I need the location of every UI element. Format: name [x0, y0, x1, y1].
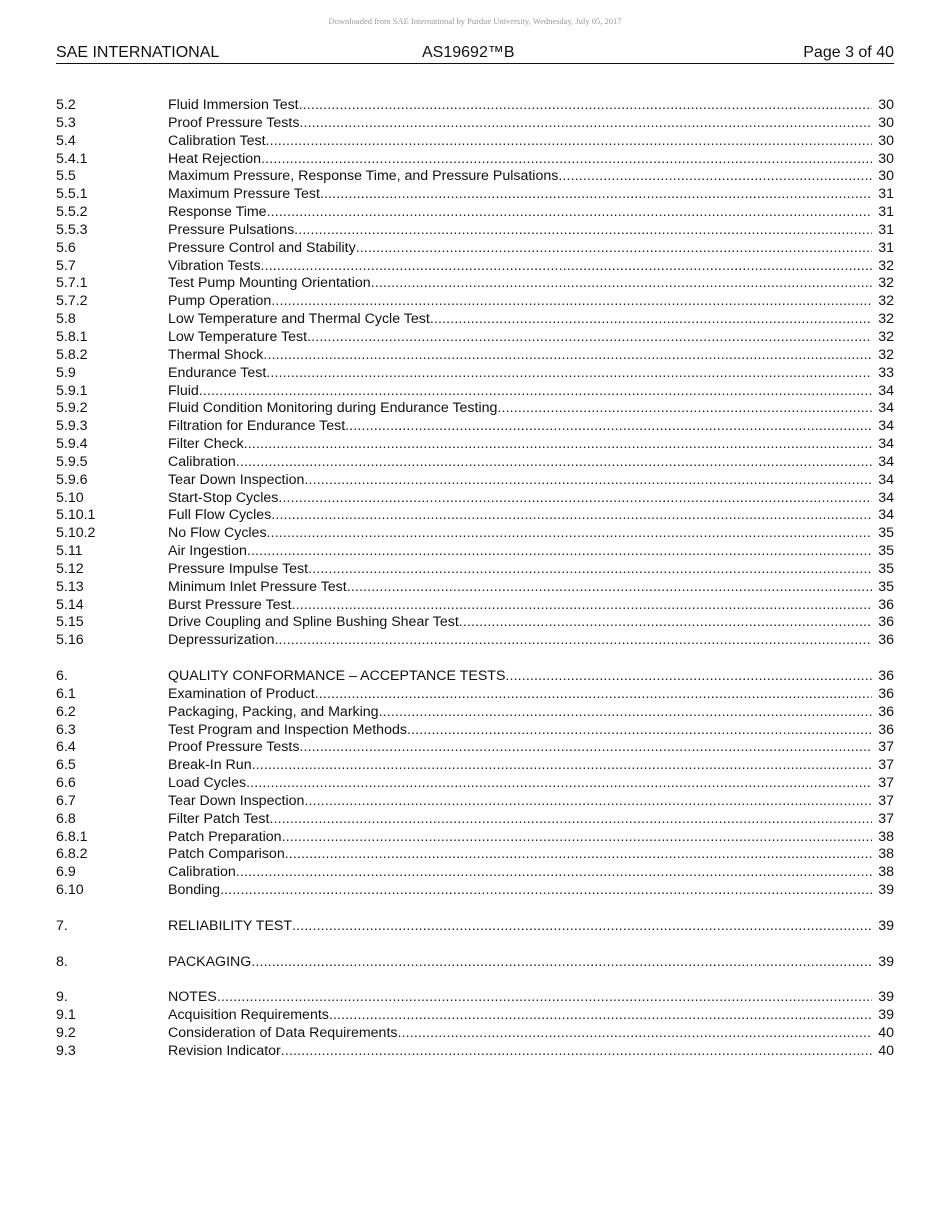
toc-entry-title: Full Flow Cycles — [168, 507, 272, 524]
toc-entry-title: Pressure Impulse Test — [168, 560, 309, 577]
toc-entry-leader — [168, 383, 872, 401]
toc-entry-number: 7. — [56, 917, 68, 934]
toc-entry-number: 5.9 — [56, 364, 76, 381]
toc-entry-number: 6.4 — [56, 739, 76, 756]
toc-entry-page: 35 — [878, 578, 894, 595]
toc-entry-title: Proof Pressure Tests — [168, 739, 300, 756]
toc-entry-page: 32 — [878, 293, 894, 310]
toc-entry-leader — [168, 597, 872, 615]
toc-entry-page: 36 — [878, 721, 894, 738]
toc-entry[interactable] — [56, 240, 894, 258]
toc-entry-number: 5.10.1 — [56, 507, 96, 524]
toc-entry[interactable] — [56, 829, 894, 847]
toc-entry-leader — [168, 293, 872, 311]
toc-entry-title: Vibration Tests — [168, 257, 261, 274]
toc-entry-number: 6.6 — [56, 775, 76, 792]
toc-entry-number: 5.9.5 — [56, 453, 88, 470]
toc-entry-page: 31 — [878, 204, 894, 221]
toc-entry[interactable] — [56, 347, 894, 365]
toc-entry-title: Start-Stop Cycles — [168, 489, 279, 506]
toc-entry[interactable] — [56, 632, 894, 650]
toc-entry-leader — [168, 704, 872, 722]
toc-entry-page: 38 — [878, 846, 894, 863]
toc-entry-page: 30 — [878, 150, 894, 167]
toc-entry-title: Maximum Pressure, Response Time, and Pressure Pulsations — [168, 168, 559, 185]
toc-entry[interactable] — [56, 222, 894, 240]
toc-entry-page: 36 — [878, 614, 894, 631]
toc-entry-title: Response Time — [168, 204, 267, 221]
toc-entry-title: Bonding — [168, 882, 221, 899]
toc-entry-title: Test Pump Mounting Orientation — [168, 275, 371, 292]
toc-entry-page: 35 — [878, 560, 894, 577]
toc-entry-page: 34 — [878, 453, 894, 470]
toc-entry-title: Heat Rejection — [168, 150, 262, 167]
toc-entry-leader — [168, 686, 872, 704]
toc-entry-number: 5.5.3 — [56, 221, 88, 238]
toc-entry-leader — [168, 811, 872, 829]
toc-entry-page: 39 — [878, 953, 894, 970]
toc-entry-title: Maximum Pressure Test — [168, 186, 320, 203]
toc-entry-title: Low Temperature and Thermal Cycle Test — [168, 311, 430, 328]
toc-entry[interactable] — [56, 793, 894, 811]
toc-entry-number: 6. — [56, 668, 68, 684]
toc-entry-leader — [168, 490, 872, 508]
toc-entry-page: 40 — [878, 1042, 894, 1059]
toc-entry-page: 36 — [878, 668, 894, 684]
toc-entry-page: 37 — [878, 739, 894, 756]
toc-entry-leader — [168, 347, 872, 365]
toc-entry-title: Calibration — [168, 453, 236, 470]
toc-entry-leader — [168, 258, 872, 276]
page-header — [56, 43, 894, 64]
toc-entry-number: 5.9.6 — [56, 471, 88, 488]
toc-entry-leader — [168, 222, 872, 240]
toc-entry-leader — [168, 240, 872, 258]
toc-entry-number: 9. — [56, 989, 68, 1006]
toc-entry[interactable] — [56, 989, 894, 1007]
toc-entry-title: Examination of Product — [168, 685, 315, 702]
toc-entry-title: Tear Down Inspection — [168, 471, 305, 488]
toc-entry-number: 9.2 — [56, 1024, 76, 1041]
toc-entry-page: 32 — [878, 328, 894, 345]
toc-entry-leader — [168, 757, 872, 775]
toc-entry-title: Pump Operation — [168, 293, 272, 310]
toc-entry-title: Break-In Run — [168, 757, 252, 774]
toc-entry-leader — [168, 632, 872, 650]
toc-entry-leader — [168, 507, 872, 525]
toc-entry-title: Tear Down Inspection — [168, 792, 305, 809]
toc-entry[interactable] — [56, 1025, 894, 1043]
toc-entry-leader — [168, 739, 872, 757]
toc-entry-number: 6.8 — [56, 810, 76, 827]
toc-entry[interactable] — [56, 882, 894, 900]
toc-entry[interactable] — [56, 579, 894, 597]
toc-entry-number: 6.7 — [56, 792, 76, 809]
toc-entry[interactable] — [56, 133, 894, 151]
toc-entry[interactable] — [56, 275, 894, 293]
toc-entry-leader — [168, 864, 872, 882]
toc-entry-leader — [168, 168, 872, 186]
toc-entry-title: Fluid Immersion Test — [168, 97, 299, 113]
toc-entry-leader — [168, 722, 872, 740]
toc-entry-title: Minimum Inlet Pressure Test — [168, 578, 347, 595]
toc-entry-page: 31 — [878, 186, 894, 203]
toc-entry-page: 38 — [878, 828, 894, 845]
toc-entry-page: 35 — [878, 525, 894, 542]
toc-entry-title: Filter Patch Test — [168, 810, 270, 827]
toc-entry-number: 5.9.3 — [56, 418, 88, 435]
toc-entry-number: 5.13 — [56, 578, 84, 595]
toc-entry-leader — [168, 418, 872, 436]
toc-entry-number: 5.7 — [56, 257, 76, 274]
toc-entry[interactable] — [56, 186, 894, 204]
toc-entry-number: 5.4 — [56, 132, 76, 149]
toc-entry-number: 5.10.2 — [56, 525, 96, 542]
toc-entry-title: Filtration for Endurance Test — [168, 418, 346, 435]
toc-entry[interactable] — [56, 757, 894, 775]
toc-entry[interactable] — [56, 614, 894, 632]
toc-entry[interactable] — [56, 1043, 894, 1061]
toc-entry-page: 33 — [878, 364, 894, 381]
toc-entry-title: PACKAGING — [168, 953, 252, 970]
toc-entry-number: 6.10 — [56, 882, 84, 899]
toc-entry-page: 40 — [878, 1024, 894, 1041]
toc-entry[interactable] — [56, 311, 894, 329]
toc-entry-number: 5.9.2 — [56, 400, 88, 417]
toc-entry-leader — [168, 829, 872, 847]
toc-entry[interactable] — [56, 115, 894, 133]
toc-entry-leader — [168, 954, 872, 972]
toc-entry-title: Thermal Shock — [168, 346, 264, 363]
toc-entry-leader — [168, 436, 872, 454]
toc-entry-number: 5.4.1 — [56, 150, 88, 167]
toc-entry-leader — [168, 668, 872, 686]
toc-entry-number: 6.9 — [56, 864, 76, 881]
toc-entry-title: Acquisition Requirements — [168, 1007, 329, 1024]
toc-entry-leader — [168, 97, 872, 115]
toc-entry-leader — [168, 311, 872, 329]
header-org: SAE INTERNATIONAL — [56, 44, 220, 61]
toc-entry-page: 38 — [878, 864, 894, 881]
toc-entry-number: 5.7.1 — [56, 275, 88, 292]
toc-entry[interactable] — [56, 918, 894, 936]
toc-entry-title: Patch Comparison — [168, 846, 285, 863]
toc-entry-title: Load Cycles — [168, 775, 247, 792]
toc-entry[interactable] — [56, 954, 894, 972]
toc-entry-leader — [168, 1025, 872, 1043]
toc-entry-page: 34 — [878, 489, 894, 506]
toc-entry[interactable] — [56, 293, 894, 311]
toc-entry[interactable] — [56, 204, 894, 222]
toc-entry-number: 9.3 — [56, 1042, 76, 1059]
toc-entry-number: 5.3 — [56, 114, 76, 131]
toc-entry[interactable] — [56, 329, 894, 347]
toc-entry-page: 30 — [878, 114, 894, 131]
toc-entry-page: 34 — [878, 418, 894, 435]
toc-entry-number: 5.6 — [56, 239, 76, 256]
toc-entry-page: 30 — [878, 97, 894, 113]
toc-entry[interactable] — [56, 864, 894, 882]
toc-entry-leader — [168, 918, 872, 936]
toc-entry-leader — [168, 204, 872, 222]
toc-entry-leader — [168, 1043, 872, 1061]
toc-entry-title: Proof Pressure Tests — [168, 114, 300, 131]
toc-entry[interactable] — [56, 704, 894, 722]
toc-entry-number: 5.9.4 — [56, 436, 88, 453]
toc-entry[interactable] — [56, 739, 894, 757]
toc-entry-page: 36 — [878, 685, 894, 702]
toc-entry-title: Pressure Control and Stability — [168, 239, 356, 256]
toc-entry-page: 34 — [878, 382, 894, 399]
toc-entry-leader — [168, 1007, 872, 1025]
toc-entry-title: Calibration Test — [168, 132, 266, 149]
toc-entry-page: 30 — [878, 168, 894, 185]
toc-entry-number: 9.1 — [56, 1007, 76, 1024]
toc-entry-number: 6.3 — [56, 721, 76, 738]
toc-entry-number: 5.5 — [56, 168, 76, 185]
toc-entry-title: RELIABILITY TEST — [168, 917, 293, 934]
toc-entry-title: Packaging, Packing, and Marking — [168, 703, 379, 720]
toc-entry-title: Fluid Condition Monitoring during Endurance Testing — [168, 400, 498, 417]
toc-entry-page: 37 — [878, 810, 894, 827]
toc-entry-leader — [168, 365, 872, 383]
toc-entry-page: 34 — [878, 436, 894, 453]
toc-entry-number: 6.5 — [56, 757, 76, 774]
download-watermark: Downloaded from SAE International by Purdue University, Wednesday, July 05, 2017 — [328, 16, 622, 26]
toc-entry-number: 5.11 — [56, 543, 83, 560]
toc-entry-title: Calibration — [168, 864, 236, 881]
toc-entry-number: 5.2 — [56, 97, 76, 113]
toc-entry-page: 36 — [878, 596, 894, 613]
toc-entry-leader — [168, 472, 872, 490]
toc-entry[interactable] — [56, 97, 894, 115]
toc-entry-leader — [168, 400, 872, 418]
toc-entry-leader — [168, 614, 872, 632]
toc-entry-page: 32 — [878, 346, 894, 363]
toc-entry-title: QUALITY CONFORMANCE – ACCEPTANCE TESTS — [168, 668, 506, 684]
toc-entry-number: 5.14 — [56, 596, 84, 613]
toc-entry-title: Low Temperature Test — [168, 328, 308, 345]
toc-entry[interactable] — [56, 722, 894, 740]
toc-entry-leader — [168, 989, 872, 1007]
toc-entry-number: 5.12 — [56, 560, 84, 577]
toc-entry-page: 37 — [878, 792, 894, 809]
toc-entry[interactable] — [56, 365, 894, 383]
toc-entry[interactable] — [56, 811, 894, 829]
toc-entry-page: 37 — [878, 775, 894, 792]
toc-entry[interactable] — [56, 472, 894, 490]
toc-entry[interactable] — [56, 168, 894, 186]
toc-entry-number: 5.16 — [56, 632, 84, 649]
toc-entry-leader — [168, 454, 872, 472]
toc-entry-leader — [168, 793, 872, 811]
toc-entry-number: 5.5.1 — [56, 186, 88, 203]
toc-entry-title: Filter Check — [168, 436, 244, 453]
toc-entry-page: 35 — [878, 543, 894, 560]
toc-entry-leader — [168, 329, 872, 347]
toc-entry-number: 5.15 — [56, 614, 84, 631]
toc-entry-leader — [168, 525, 872, 543]
toc-entry-title: Depressurization — [168, 632, 275, 649]
toc-entry-title: Patch Preparation — [168, 828, 282, 845]
toc-entry[interactable] — [56, 436, 894, 454]
toc-entry-number: 5.8.1 — [56, 328, 88, 345]
toc-entry-page: 36 — [878, 632, 894, 649]
toc-entry[interactable] — [56, 507, 894, 525]
toc-entry[interactable] — [56, 597, 894, 615]
toc-entry[interactable] — [56, 418, 894, 436]
toc-entry-page: 31 — [878, 221, 894, 238]
toc-entry-page: 39 — [878, 882, 894, 899]
toc-entry-page: 34 — [878, 400, 894, 417]
toc-entry-leader — [168, 882, 872, 900]
toc-entry-page: 32 — [878, 257, 894, 274]
toc-entry[interactable] — [56, 383, 894, 401]
toc-entry[interactable] — [56, 525, 894, 543]
toc-entry-page: 39 — [878, 1007, 894, 1024]
toc-entry-page: 39 — [878, 989, 894, 1006]
toc-entry[interactable] — [56, 543, 894, 561]
toc-entry-page: 34 — [878, 507, 894, 524]
toc-entry-number: 6.2 — [56, 703, 76, 720]
toc-entry-number: 5.7.2 — [56, 293, 88, 310]
toc-entry-title: Test Program and Inspection Methods — [168, 721, 407, 738]
toc-entry[interactable] — [56, 258, 894, 276]
toc-entry-number: 6.8.2 — [56, 846, 88, 863]
table-of-contents — [56, 97, 894, 1061]
toc-entry-leader — [168, 579, 872, 597]
toc-entry-number: 5.9.1 — [56, 382, 88, 399]
toc-entry-number: 5.8 — [56, 311, 76, 328]
toc-entry-leader — [168, 186, 872, 204]
toc-entry-page: 39 — [878, 917, 894, 934]
toc-entry-page: 32 — [878, 311, 894, 328]
toc-entry[interactable] — [56, 668, 894, 686]
toc-entry[interactable] — [56, 561, 894, 579]
toc-entry-leader — [168, 133, 872, 151]
toc-entry-number: 5.8.2 — [56, 346, 88, 363]
toc-entry-number: 6.8.1 — [56, 828, 88, 845]
toc-entry-number: 5.5.2 — [56, 204, 88, 221]
toc-entry-page: 30 — [878, 132, 894, 149]
toc-entry-page: 37 — [878, 757, 894, 774]
toc-entry[interactable] — [56, 1007, 894, 1025]
toc-entry-page: 31 — [878, 239, 894, 256]
toc-entry[interactable] — [56, 686, 894, 704]
toc-entry-title: NOTES — [168, 989, 217, 1006]
toc-entry-title: Air Ingestion — [168, 543, 247, 560]
toc-entry-leader — [168, 846, 872, 864]
toc-entry[interactable] — [56, 400, 894, 418]
toc-entry-leader — [168, 561, 872, 579]
toc-entry-page: 36 — [878, 703, 894, 720]
toc-entry-leader — [168, 775, 872, 793]
toc-entry-title: Pressure Pulsations — [168, 221, 295, 238]
toc-entry[interactable] — [56, 151, 894, 169]
toc-entry-page: 34 — [878, 471, 894, 488]
toc-entry-title: Consideration of Data Requirements — [168, 1024, 398, 1041]
header-doc-id: AS19692™B — [422, 44, 515, 61]
toc-entry-leader — [168, 151, 872, 169]
toc-entry-leader — [168, 275, 872, 293]
toc-entry-leader — [168, 115, 872, 133]
toc-entry-title: No Flow Cycles — [168, 525, 267, 542]
toc-entry[interactable] — [56, 775, 894, 793]
toc-entry-page: 32 — [878, 275, 894, 292]
toc-entry-title: Fluid — [168, 382, 199, 399]
toc-entry[interactable] — [56, 454, 894, 472]
toc-entry-title: Drive Coupling and Spline Bushing Shear Test — [168, 614, 459, 631]
toc-entry-title: Endurance Test — [168, 364, 267, 381]
toc-entry-number: 6.1 — [56, 685, 76, 702]
toc-entry-leader — [168, 543, 872, 561]
toc-entry-number: 5.10 — [56, 489, 84, 506]
toc-entry-title: Burst Pressure Test — [168, 596, 292, 613]
header-page-number: Page 3 of 40 — [803, 44, 894, 61]
toc-entry[interactable] — [56, 846, 894, 864]
toc-entry-number: 8. — [56, 953, 68, 970]
toc-entry-title: Revision Indicator — [168, 1042, 281, 1059]
toc-entry[interactable] — [56, 490, 894, 508]
